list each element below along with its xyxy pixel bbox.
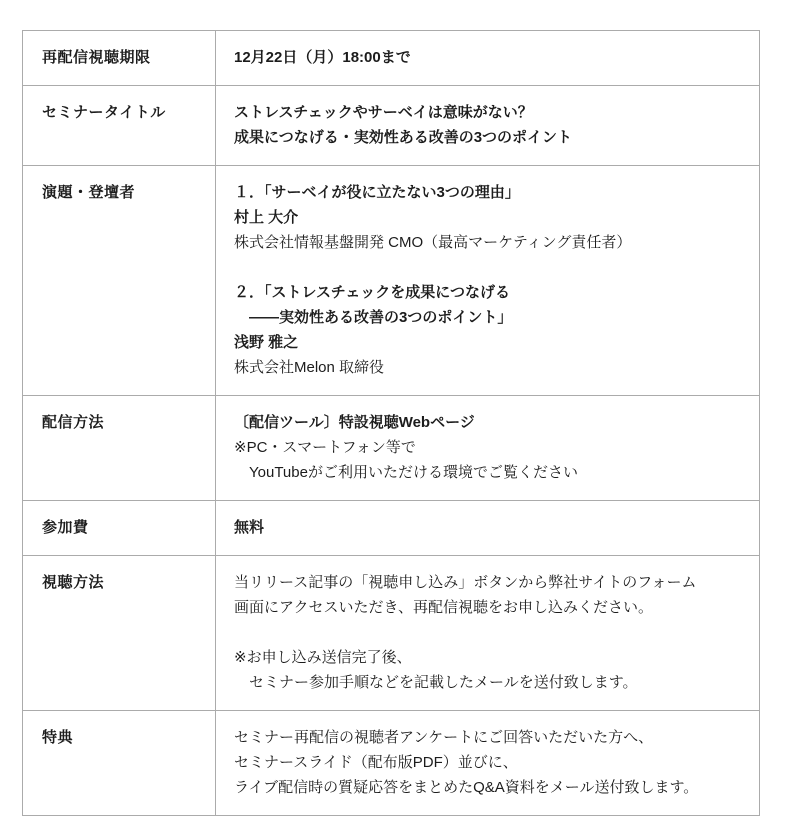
cell-line: ※お申し込み送信完了後、 xyxy=(234,649,412,666)
cell-line: 浅野 雅之 xyxy=(234,334,299,351)
cell-line: 〔配信ツール〕特設視聴Webページ xyxy=(234,414,475,431)
cell-line: 当リリース記事の「視聴申し込み」ボタンから弊社サイトのフォーム xyxy=(234,574,697,591)
row-label: 演題・登壇者 xyxy=(23,166,216,396)
row-label: 視聴方法 xyxy=(23,556,216,711)
row-content xyxy=(216,501,760,556)
cell-line: ライブ配信時の質疑応答をまとめたQ&A資料をメール送付致します。 xyxy=(234,779,699,796)
cell-line: １．「サーベイが役に立たない3つの理由」 xyxy=(234,184,520,201)
cell-line: 村上 大介 xyxy=(234,209,299,226)
table-row-streaming-method xyxy=(23,396,760,501)
cell-line: 成果につなげる・実効性ある改善の3つのポイント xyxy=(234,129,573,146)
cell-blank-line xyxy=(234,620,741,645)
cell-line: 無料 xyxy=(234,519,265,536)
row-label: 参加費 xyxy=(23,501,216,556)
cell-line: 12月22日（月）18:00まで xyxy=(234,49,411,66)
row-content xyxy=(216,31,760,86)
seminar-info-table xyxy=(22,30,760,816)
table-row-rebroadcast-deadline xyxy=(23,31,760,86)
cell-blank-line xyxy=(234,255,741,280)
cell-line: ——実効性ある改善の3つのポイント」 xyxy=(234,309,513,326)
cell-line: YouTubeがご利用いただける環境でご覧ください xyxy=(234,464,578,481)
row-label: 配信方法 xyxy=(23,396,216,501)
row-content xyxy=(216,86,760,166)
cell-line: ※PC・スマートフォン等で xyxy=(234,439,416,456)
table-row-topics-speakers xyxy=(23,166,760,396)
cell-line: セミナースライド（配布版PDF）並びに、 xyxy=(234,754,518,771)
cell-line: 画面にアクセスいただき、再配信視聴をお申し込みください。 xyxy=(234,599,653,616)
table-row-fee xyxy=(23,501,760,556)
row-content xyxy=(216,711,760,816)
cell-line: 株式会社Melon 取締役 xyxy=(234,359,385,376)
row-label: 特典 xyxy=(23,711,216,816)
row-label: 再配信視聴期限 xyxy=(23,31,216,86)
cell-line: セミナー再配信の視聴者アンケートにご回答いただいた方へ、 xyxy=(234,729,654,746)
row-label: セミナータイトル xyxy=(23,86,216,166)
table-row-seminar-title xyxy=(23,86,760,166)
row-content xyxy=(216,396,760,501)
cell-line: ストレスチェックやサーベイは意味がない？ xyxy=(234,104,533,121)
cell-line: セミナー参加手順などを記載したメールを送付致します。 xyxy=(234,674,638,691)
cell-line: 株式会社情報基盤開発 CMO（最高マーケティング責任者） xyxy=(234,234,632,251)
row-content xyxy=(216,556,760,711)
cell-line: ２．「ストレスチェックを成果につなげる xyxy=(234,284,511,301)
row-content xyxy=(216,166,760,396)
table-row-bonus xyxy=(23,711,760,816)
table-row-viewing-method xyxy=(23,556,760,711)
